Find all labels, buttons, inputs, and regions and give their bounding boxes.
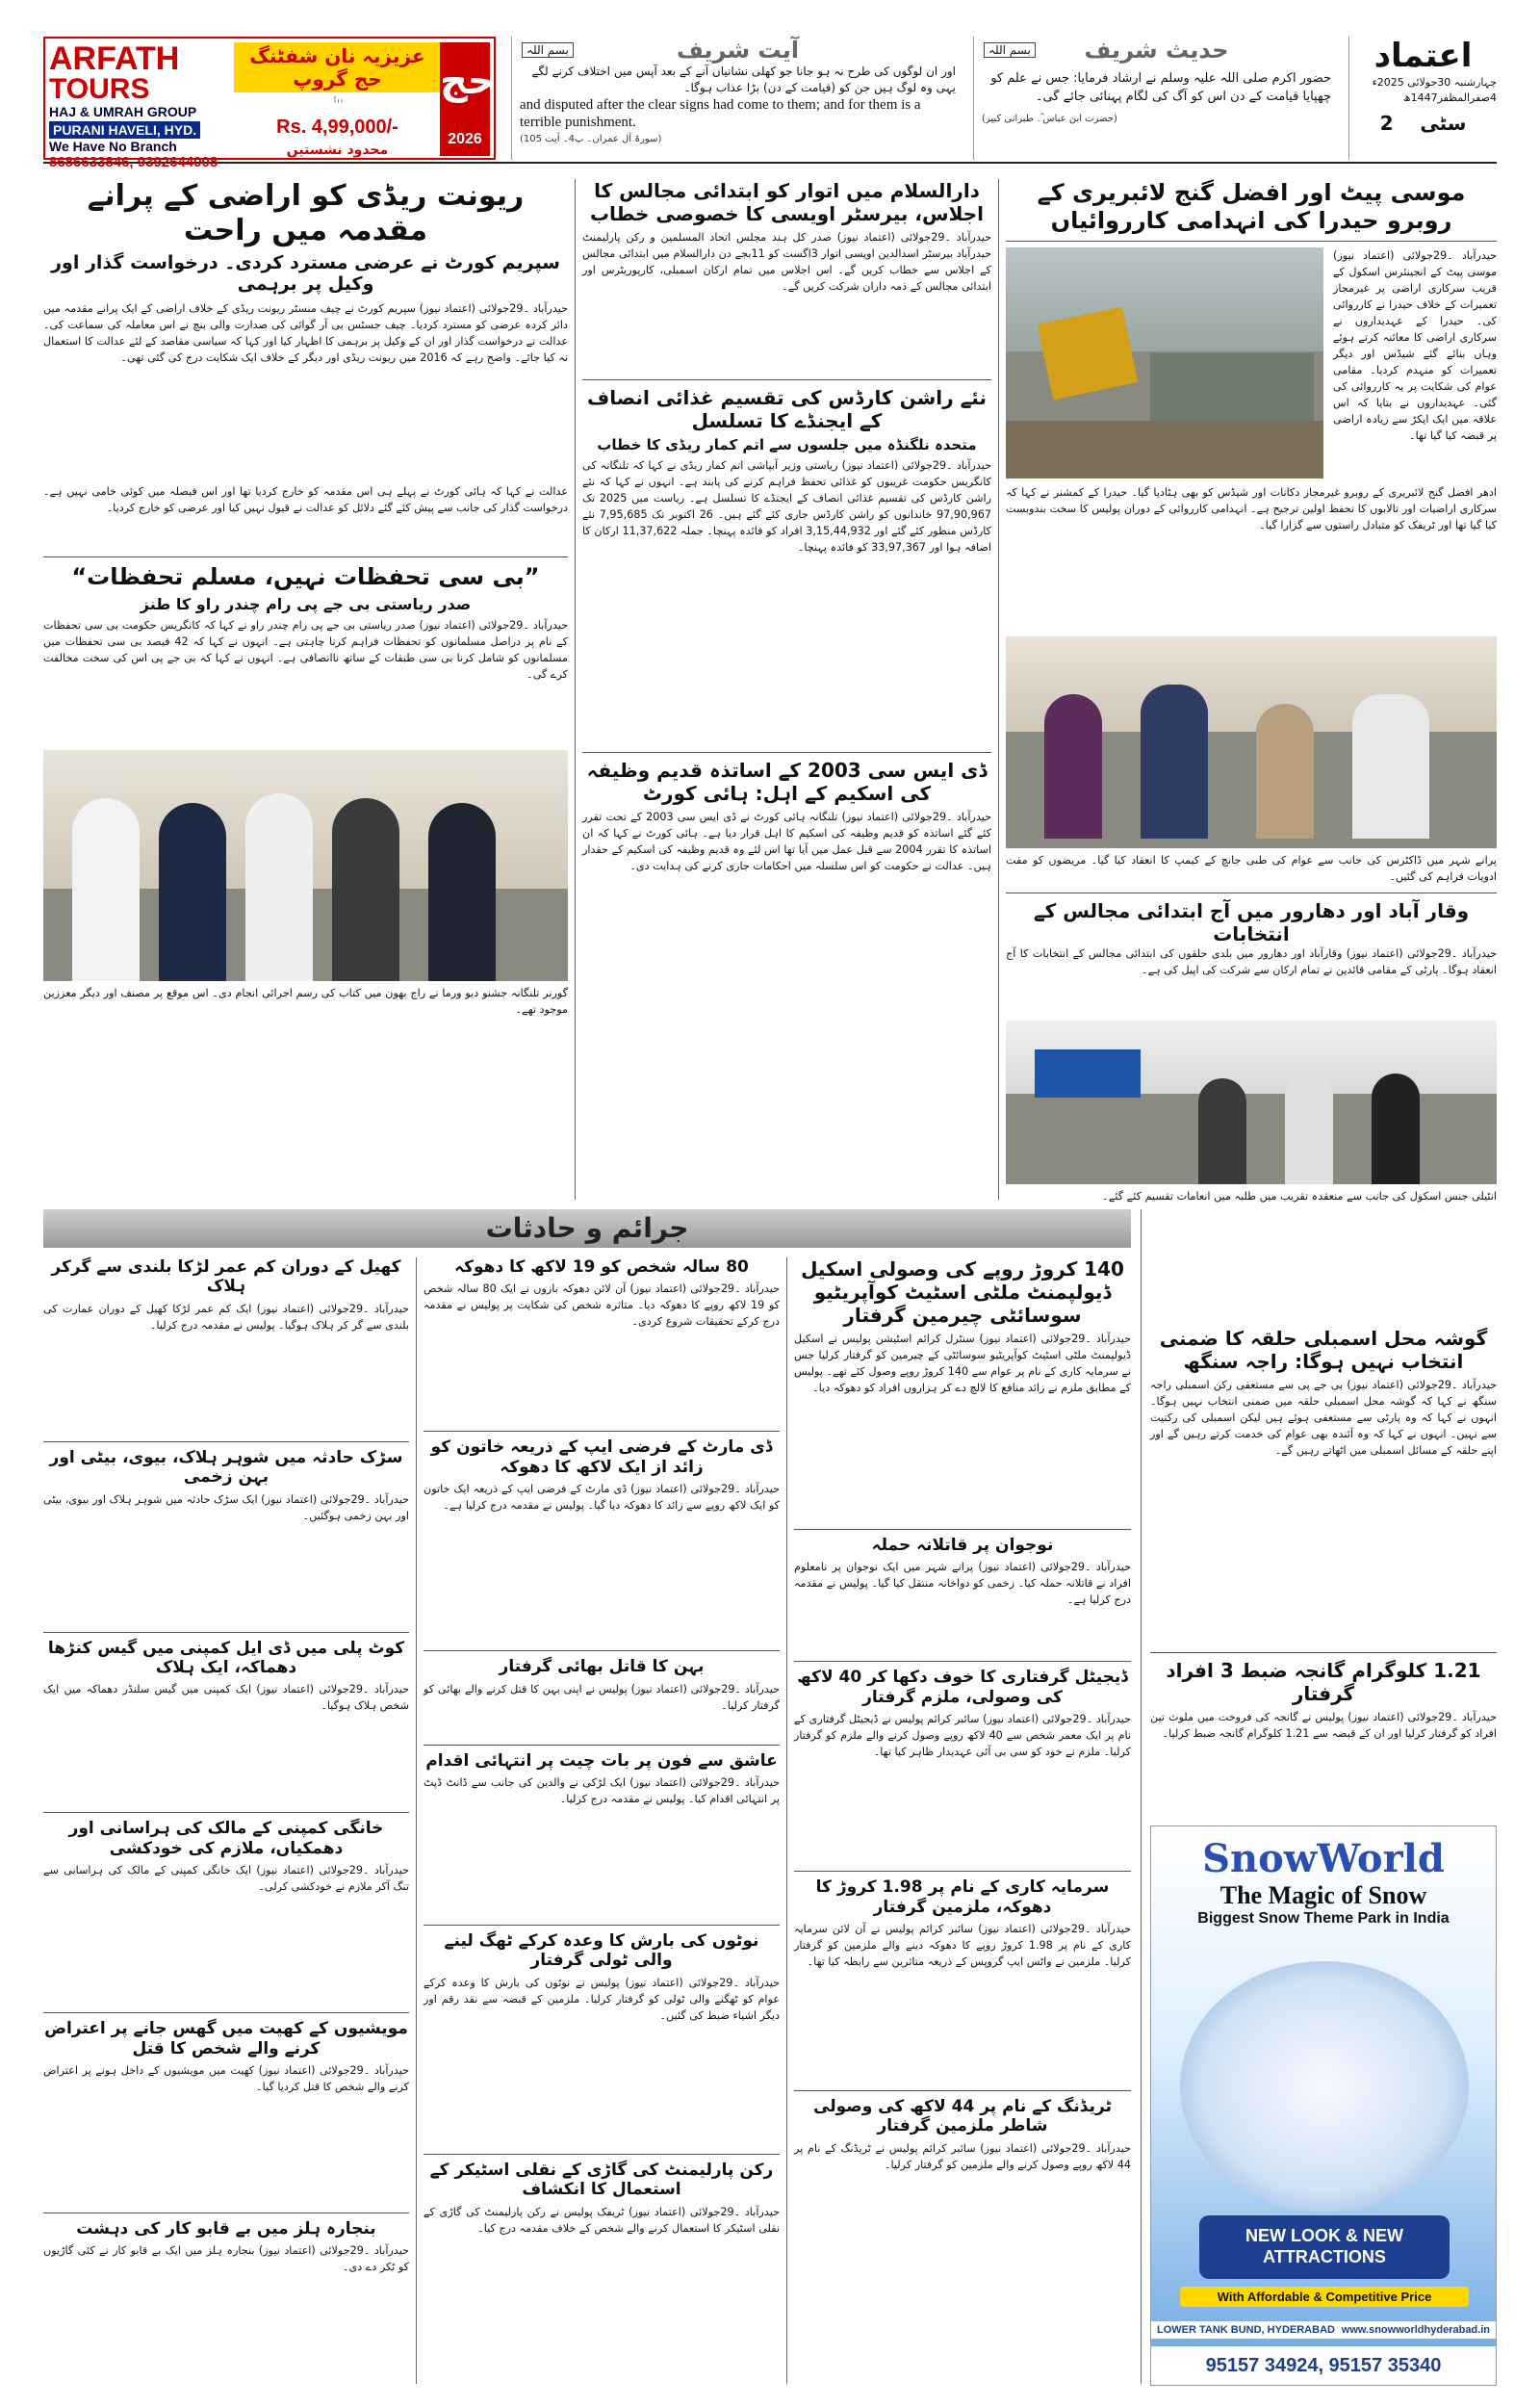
snow-world-phones: 95157 34924, 95157 35340	[1151, 2346, 1496, 2385]
hadith-text: حضور اکرم صلی اللہ علیہ وسلم نے ارشاد فرمایا: جس نے علم کو چھپایا قیامت کے دن اس کو آگ کی لگام پہنائی جائے گی۔	[990, 71, 1331, 104]
arfath-location: PURANI HAVELI, HYD.	[49, 121, 200, 139]
headline-crime-mp-sticker: رکن پارلیمنٹ کی گاڑی کے نقلی اسٹیکر کے استعمال کا انکشاف	[429, 2160, 774, 2200]
book-release-photo	[43, 750, 568, 981]
snow-world-subtitle: Biggest Snow Theme Park in India	[1197, 1910, 1450, 1927]
ration-cards-body: حیدرآباد ۔29جولائی (اعتماد نیوز) ریاستی وزیر آبپاشی اتم کمار ریڈی نے کہا کہ تلنگانہ کی کانگریس حکومت غریبوں کو غذائی تحفظ فراہم کرنے کی پابند ہے۔ انہوں نے کہا کہ نئے راشن کارڈس کی تقسیم غذائی انصاف کے ایجنڈے کا تسلسل ہے۔ ریاست میں 2025 تک 97,90,967 خاندانوں کو راشن کارڈس جاری کئے گئے ہیں۔ 26 اکتوبر تک 7,95,685 نئے کارڈس منظور کئے گئے اور 3,15,44,932 افراد کو فائدہ پہنچا۔ جملہ 11,37,622 ارکان کا اضافہ ہوا اور 33,97,367 کو فائدہ پہنچا۔	[582, 459, 991, 554]
headline-revanth-relief: ریونت ریڈی کو اراضی کے پرانے مقدمہ میں راحت	[87, 179, 525, 247]
book-release-caption: گورنر تلنگانہ جشنو دیو ورما نے راج بھون میں کتاب کی رسم اجرائی انجام دی۔ اس موقع پر مصنف اور دیگر معززین موجود تھے۔	[43, 986, 568, 1016]
headline-crime-boy-fall: کھیل کے دوران کم عمر لڑکا بلندی سے گرکر ہلاک	[51, 1257, 401, 1297]
arfath-price: Rs. 4,99,000/-	[276, 116, 398, 138]
headline-crime-investment: سرمایہ کاری کے نام پر 1.98 کروڑ کا دھوکہ، ملزمین گرفتار	[815, 1877, 1110, 1917]
arfath-tours-ad	[43, 37, 496, 170]
demolition-photo	[1006, 247, 1323, 479]
ayat-box	[511, 37, 963, 160]
crime-gas-blast-body: حیدرآباد ۔29جولائی (اعتماد نیوز) ایک کمپنی میں گیس سلنڈر دھماکہ میں ایک شخص ہلاک ہوگیا۔	[43, 1683, 410, 1713]
ganja-body: حیدرآباد ۔29جولائی (اعتماد نیوز) پولیس نے گانجہ کی فروخت میں ملوث تین افراد کو گرفتار کرلیا اور ان کے قبضہ سے 1.21 کلوگرام گانجہ ضبط کرلیا۔	[1150, 1711, 1497, 1740]
hajj-year: 2026	[448, 131, 482, 147]
paper-name: اعتماد	[1373, 37, 1473, 75]
snow-world-affordable: With Affordable & Competitive Price	[1180, 2287, 1469, 2307]
headline-crime-extreme-step: عاشق سے فون پر بات چیت پر انتہائی اقدام	[425, 1750, 778, 1771]
crime-digital-arrest-body: حیدرآباد ۔29جولائی (اعتماد نیوز) سائبر کرائم پولیس نے ڈیجیٹل گرفتاری کے نام پر ایک معمر شخص سے 40 لاکھ روپے وصول کرنے والے ملزم کو گرفتار کرلیا۔ ملزم نے خود کو سی بی آئی عہدیدار ظاہر کیا تھا۔	[794, 1713, 1131, 1759]
revanth-relief-body-1: حیدرآباد ۔29جولائی (اعتماد نیوز) سپریم کورٹ نے چیف منسٹر ریونت ریڈی کے خلاف اراضی کے ایک پرانے مقدمہ میں دائر کردہ عرضی کو مسترد کردیا۔ چیف جسٹس بی آر گوائی کی صدارت والی بنچ نے اس معاملہ کی سماعت کی۔ عدالت نے درخواست گذار اور ان کے وکیل پر برہمی کا اظہار کیا اور کہا کہ سیاسی مقاصد کے لئے عدالت کا استعمال نہ کیا جائے۔ واضح رہے کہ 2016 میں ریونت ریڈی اور دیگر کے خلاف ایک شکایت درج کی گئی تھی۔	[43, 302, 568, 364]
paper-name-box	[1348, 37, 1497, 160]
headline-crime-trading: ٹریڈنگ کے نام پر 44 لاکھ کی وصولی شاطر ملزمین گرفتار	[813, 2096, 1112, 2136]
arfath-no-branch: We Have No Branch	[49, 139, 177, 154]
headline-crime-dmart-app: ڈی مارٹ کے فرضی ایپ کے ذریعہ خاتون کو زائد از ایک لاکھ کا دھوکہ	[430, 1437, 773, 1477]
crime-column-1	[794, 1257, 1131, 2384]
date-line: چہارشنبہ 30جولائی 2025ء	[1372, 76, 1497, 89]
headline-vikarabad-elections: وقار آباد اور دھارور میں آج ابتدائی مجالس کے انتخابات	[1033, 898, 1470, 945]
mid-right-column	[582, 179, 991, 1200]
prize-ceremony-photo	[1006, 1021, 1497, 1184]
crime-column-3	[43, 1257, 409, 2384]
hydra-story-body-2: ادھر افضل گنج لائبریری کے روبرو غیرمجاز دکانات اور شیڈس کو بھی ہٹادیا گیا۔ حیدرا کے کمشنر نے کہا کہ سرکاری اراضیات اور تالابوں کا تحفظ اولین ترجیح ہے۔ انہدامی کارروائی کے دوران پولیس کا سخت بندوبست کیا گیا تھا اور ٹریفک کو متبادل راستوں سے گزارا گیا۔	[1006, 485, 1497, 531]
medical-camp-photo	[1006, 636, 1497, 848]
right-column	[1006, 179, 1497, 1203]
column-divider	[416, 1257, 417, 2384]
headline-ganja-seized: 1.21 کلوگرام گانجہ ضبط 3 افراد گرفتار	[1166, 1659, 1481, 1705]
snow-world-logo: SnowWorld	[1202, 1836, 1445, 1881]
hydra-story-body-1: حیدرآباد ۔29جولائی (اعتماد نیوز) موسی پیٹ کے انجینئرس اسکول کے قریب سرکاری اراضی پر غیرمجاز تعمیرات کے خلاف حیدرا نے کارروائی کی۔ حیدرا کے عہدیداروں نے سرکاری اراضی کا معائنہ کرتے ہوئے وہاں بنائے گئے شیڈس اور دیگر تعمیرات کو منہدم کردیا۔ مقامی عوام کی شکایت پر یہ کارروائی کی گئی۔ عہدیداروں نے بتایا کہ اس علاقہ میں ایک ایکڑ سے زیادہ اراضی پر قبضہ کیا گیا تھا۔	[1333, 248, 1497, 442]
crime-boy-fall-body: حیدرآباد ۔29جولائی (اعتماد نیوز) ایک کم عمر لڑکا کھیل کے دوران عمارت کی بلندی سے گر کر ہلاک ہوگیا۔ پولیس نے مقدمہ درج کرلیا۔	[43, 1302, 409, 1332]
hajj-badge	[440, 42, 496, 156]
crime-mp-sticker-body: حیدرآباد ۔29جولائی (اعتماد نیوز) ٹریفک پولیس نے رکن پارلیمنٹ کی گاڑی کے نقلی اسٹیکر کا استعمال کرنے والے شخص کے خلاف مقدمہ درج کیا۔	[424, 2205, 780, 2235]
left-column	[43, 179, 568, 1200]
crime-dmart-app-body: حیدرآباد ۔29جولائی (اعتماد نیوز) ڈی مارٹ کے فرضی ایپ کے ذریعہ ایک خاتون کو ایک لاکھ روپے سے زائد کا دھوکہ دیا گیا۔ پولیس نے مقدمہ درج کرلیا ہے۔	[424, 1483, 780, 1513]
darussalam-body: حیدرآباد ۔29جولائی (اعتماد نیوز) صدر کل ہند مجلس اتحاد المسلمین و رکن پارلیمنٹ حیدرآباد بیرسٹر اسدالدین اویسی اتوار 3اگست کو 11بجے دن دارالسلام میں ابتدائی مجالس کے اجلاس سے خطاب کریں گے۔ اس اجلاس میں تمام ارکان اسمبلی، کارپوریٹرس اور ابتدائی مجالس کے ذمہ داران شرکت کریں گے۔	[582, 231, 991, 293]
headline-crime-80-year: 80 سالہ شخص کو 19 لاکھ کا دھوکہ	[454, 1257, 749, 1277]
dsc-teachers-body: حیدرآباد ۔29جولائی (اعتماد نیوز) تلنگانہ ہائی کورٹ نے ڈی ایس سی 2003 کے تحت تقرر کئے گئے اساتذہ کو قدیم وظیفہ کی اسکیم کا اہل قرار دیا ہے۔ ہائی کورٹ نے کہا کہ ان اساتذہ کا تقرر 2004 سے قبل عمل میں آیا تھا اس لئے وہ قدیم وظیفہ کی اسکیم کے حقدار ہیں۔ عدالت نے حکومت کو اس سلسلہ میں احکامات جاری کرنے کی ہدایت دی۔	[582, 811, 991, 872]
bc-reservations-sub: صدر ریاستی بی جے پی رام چندر راو کا طنز	[140, 594, 472, 613]
prize-ceremony-caption: انٹیلی جنس اسکول کی جانب سے منعقدہ تقریب میں طلبہ میں انعامات تقسیم کئے گئے۔	[1102, 1189, 1497, 1203]
crime-banjara-car-body: حیدرآباد ۔29جولائی (اعتماد نیوز) بنجارہ ہلز میں ایک بے قابو کار نے کئی گاڑیوں کو ٹکر دے دی۔	[43, 2244, 409, 2274]
ayat-reference: (سورۃ آل عمران۔ پ4۔ آیت 105)	[520, 134, 662, 144]
headline-crime-cattle-murder: مویشیوں کے کھیت میں گھس جانے پر اعتراض کرنے والے شخص کا قتل	[44, 2019, 408, 2058]
column-divider	[998, 179, 999, 1200]
page-label-row	[1349, 112, 1497, 135]
snow-world-address-row	[1151, 2321, 1496, 2339]
headline-dsc-teachers: ڈی ایس سی 2003 کے اساتذہ قدیم وظیفہ کی اسکیم کے اہل: ہائی کورٹ	[586, 759, 988, 805]
headline-crime-digital-arrest: ڈیجیٹل گرفتاری کا خوف دکھا کر 40 لاکھ کی وصولی، ملزم گرفتار	[797, 1668, 1128, 1707]
ayat-english-text: and disputed after the clear signs had come to them; and for them is a terrible punishment.	[520, 97, 921, 130]
snow-world-website: www.snowworldhyderabad.in	[1341, 2324, 1490, 2336]
crime-cattle-murder-body: حیدرآباد ۔29جولائی (اعتماد نیوز) کھیت میں مویشیوں کے داخل ہونے پر اعتراض کرنے والے شخص کا قتل کردیا گیا۔	[43, 2063, 409, 2093]
snow-scene-image	[1180, 1961, 1469, 2212]
hadith-reference: (حضرت ابن عباس ؓ۔ طبرانی کبیر)	[982, 114, 1117, 124]
hadith-box	[973, 37, 1339, 160]
crime-column-2	[424, 1257, 780, 2384]
crime-section-band: جرائم و حادثات	[43, 1209, 1131, 1248]
crime-employee-suicide-body: حیدرآباد ۔29جولائی (اعتماد نیوز) ایک خانگی کمپنی کے مالک کی ہراسانی سے تنگ آکر ملازم نے خودکشی کرلی۔	[43, 1864, 409, 1894]
arfath-phones: 8686633846, 9392644008	[49, 154, 218, 170]
bc-reservations-body: حیدرآباد ۔29جولائی (اعتماد نیوز) صدر ریاستی بی جے پی رام چندر راو نے کہا کہ کانگریس حکومت بی سی تحفظات کے نام پر دراصل مسلمانوں کو تحفظات فراہم کرنا چاہتی ہے۔ انہوں نے کہا کہ 42 فیصد بی سی تحفظات میں مسلمانوں کو شامل کرنا بی سی طبقات کے ساتھ ناانصافی ہے۔ انہوں نے کہا کہ بی جے پی اس کی سخت مخالفت کرے گی۔	[43, 618, 568, 681]
raja-singh-body: حیدرآباد ۔29جولائی (اعتماد نیوز) بی جے پی سے مستعفی رکن اسمبلی راجہ سنگھ نے کہا کہ گوشہ محل اسمبلی حلقہ میں ضمنی انتخاب نہیں ہوگا۔ انہوں نے کہا کہ وہ پارٹی سے مستعفی ہوئے ہیں لیکن اسمبلی کی رکنیت سے نہیں۔ انہوں نے کہا کہ وہ آئندہ بھی عوام کی خدمت کرتے رہیں گے اور اپنے حلقہ کے مسائل اسمبلی میں اٹھاتے رہیں گے۔	[1150, 1379, 1497, 1457]
ayat-title: آیت شریف	[676, 37, 800, 64]
vikarabad-body: حیدرآباد ۔29جولائی (اعتماد نیوز) وقارآباد اور دھارور میں بلدی حلقوں کی ابتدائی مجالس کے انتخابات کا آج انعقاد ہوگا۔ پارٹی کے مقامی قائدین نے تمام ارکان سے شرکت کی اپیل کی ہے۔	[1006, 946, 1497, 976]
masthead	[43, 37, 1497, 170]
headline-hydra-demolition: موسی پیٹ اور افضل گنج لائبریری کے روبرو حیدرا کی انہدامی کارروائیاں	[1037, 179, 1466, 234]
right-column-lower	[1150, 1327, 1497, 1818]
crime-investment-body: حیدرآباد ۔29جولائی (اعتماد نیوز) سائبر کرائم پولیس نے آن لائن سرمایہ کاری کے نام پر 1.98 کروڑ روپے کا دھوکہ دینے والے ملزمین کو گرفتار کرلیا۔ ملزمین نے واٹس ایپ گروپس کے ذریعہ متاثرین سے رابطہ کیا تھا۔	[794, 1922, 1131, 1968]
hajj-word: حج	[440, 59, 496, 103]
medical-camp-caption: پرانے شہر میں ڈاکٹرس کی جانب سے عوام کی طبی جانچ کے کیمپ کا انعقاد کیا گیا۔ مریضوں کو مفت ادویات فراہم کی گئیں۔	[1006, 853, 1497, 883]
hadith-title: حدیث شریف	[1084, 37, 1229, 64]
revanth-relief-sub: سپریم کورٹ نے عرضی مسترد کردی۔ درخواست گذار اور وکیل پر برہمی	[51, 252, 560, 295]
column-divider	[786, 1257, 787, 2384]
newspaper-page	[43, 37, 1497, 2386]
snow-world-tagline: The Magic of Snow	[1219, 1881, 1427, 1909]
headline-crime-road-accident: سڑک حادثہ میں شوہر ہلاک، بیوی، بیٹی اور بہن زخمی	[49, 1447, 403, 1488]
ayat-urdu-text: اور ان لوگوں کی طرح نہ ہو جانا جو کھلی نشانیاں آنے کے بعد آپس میں اختلاف کرنے لگے یہی وہ لوگ ہیں جن کو (قیامت کے دن) بڑا عذاب ہوگا۔	[531, 65, 956, 94]
crime-attack-body: حیدرآباد ۔29جولائی (اعتماد نیوز) پرانے شہر میں ایک نوجوان پر نامعلوم افراد نے قاتلانہ حملہ کیا۔ زخمی کو دواخانہ منتقل کیا گیا۔ پولیس نے مقدمہ درج کرلیا ہے۔	[794, 1561, 1131, 1607]
ration-cards-sub: متحدہ نلگنڈہ میں جلسوں سے اتم کمار ریڈی کا خطاب	[597, 436, 977, 453]
headline-crime-employee-suicide: خانگی کمپنی کے مالک کی ہراسانی اور دھمکیاں، ملازم کی خودکشی	[68, 1819, 384, 1858]
revanth-relief-body-2: عدالت نے کہا کہ ہائی کورٹ نے پہلے ہی اس مقدمہ کو خارج کردیا تھا اور اس فیصلہ میں کوئی خامی نہیں ہے۔ درخواست گذار کی جانب سے پیش کئے گئے دلائل کو عدالت نے قبول نہیں کیا اور عرضی کو خارج کردیا۔	[43, 485, 568, 514]
headline-crime-sister-killer: بہن کا قاتل بھائی گرفتار	[499, 1657, 705, 1677]
crime-road-accident-body: حیدرآباد ۔29جولائی (اعتماد نیوز) ایک سڑک حادثہ میں شوہر ہلاک اور بیوی، بیٹی اور بہن زخمی ہوگئیں۔	[43, 1492, 409, 1522]
arfath-brand-tours: TOURS	[49, 73, 150, 105]
crime-sister-killer-body: حیدرآباد ۔29جولائی (اعتماد نیوز) پولیس نے اپنی بہن کا قتل کرنے والے بھائی کو گرفتار کرلیا۔	[424, 1682, 780, 1712]
snow-world-sign: NEW LOOK & NEW ATTRACTIONS	[1199, 2215, 1450, 2279]
snow-world-address: LOWER TANK BUND, HYDERABAD	[1157, 2324, 1335, 2336]
headline-ration-cards: نئے راشن کارڈس کی تقسیم غذائی انصاف کے ایجنڈے کا تسلسل	[587, 386, 987, 432]
headline-crime-attack: نوجوان پر قاتلانہ حملہ	[871, 1536, 1054, 1555]
headline-crime-money-rain: نوٹوں کی بارش کا وعدہ کرکے ٹھگ لینے والی ٹولی گرفتار	[444, 1930, 759, 1971]
arfath-offer: عزیزیہ نان شفٹنگ حج گروپ ٰ ٰ ٰ ٰ Rs. 4,99,000/- محدود نشستیں	[234, 42, 441, 156]
arfath-brand: ARFATH	[49, 40, 180, 77]
page-number: 2	[1379, 112, 1394, 135]
page-label: سٹی	[1420, 112, 1467, 135]
ayat-bismillah: بسم اللہ	[522, 42, 574, 58]
arfath-logo	[49, 40, 232, 170]
arfath-subtitle: HAJ & UMRAH GROUP	[49, 104, 197, 119]
crime-140-crore-body: حیدرآباد ۔29جولائی (اعتماد نیوز) سنٹرل کرائم اسٹیشن پولیس نے اسکیل ڈیولپمنٹ ملٹی اسٹیٹ کوآپریٹیو سوسائٹی کے چیرمین کو گرفتار کرلیا جس نے سرمایہ کاری کے نام پر عوام سے 140 کروڑ روپے وصول کئے تھے۔ پولیس کے مطابق ملزم نے زائد منافع کا لالچ دے کر ہزاروں افراد کو دھوکہ دیا۔	[794, 1333, 1132, 1394]
hijri-line: 4صفرالمظفر1447ھ	[1402, 91, 1497, 104]
column-divider	[575, 179, 576, 1200]
crime-money-rain-body: حیدرآباد ۔29جولائی (اعتماد نیوز) پولیس نے نوٹوں کی بارش کا وعدہ کرکے عوام کو ٹھگنے والی ٹولی کو گرفتار کرلیا۔ ملزمین کے قبضہ سے نقد رقم اور دیگر اشیاء ضبط کی گئیں۔	[424, 1976, 780, 2022]
hadith-bismillah: بسم اللہ	[984, 42, 1036, 58]
headline-crime-140-crore: 140 کروڑ روپے کی وصولی اسکیل ڈیولپمنٹ ملٹی اسٹیٹ کوآپریٹیو سوسائٹی چیرمین گرفتار	[801, 1257, 1124, 1327]
headline-bc-reservations: ”بی سی تحفظات نہیں، مسلم تحفظات“	[71, 563, 540, 590]
snow-world-ad	[1150, 1825, 1497, 2386]
headline-darussalam-meeting: دارالسلام میں اتوار کو ابتدائی مجالس کا اجلاس، بیرسٹر اویسی کا خصوصی خطاب	[589, 179, 985, 225]
headline-raja-singh: گوشہ محل اسمبلی حلقہ کا ضمنی انتخاب نہیں ہوگا: راجہ سنگھ	[1159, 1327, 1488, 1373]
headline-crime-gas-blast: کوٹ پلی میں ڈی ایل کمپنی میں گیس کنڑھا دھماکہ، ایک ہلاک	[47, 1638, 405, 1677]
column-divider	[1141, 1209, 1142, 2384]
crime-extreme-step-body: حیدرآباد ۔29جولائی (اعتماد نیوز) ایک لڑکی نے والدین کی جانب سے ڈانٹ ڈپٹ پر انتہائی اقدام کیا۔ پولیس نے مقدمہ درج کرلیا۔	[424, 1775, 780, 1805]
arfath-urdu-note: محدود نشستیں	[286, 142, 389, 158]
crime-80-year-body: حیدرآباد ۔29جولائی (اعتماد نیوز) آن لائن دھوکہ بازوں نے ایک 80 سالہ شخص کو 19 لاکھ روپے کا دھوکہ دیا۔ متاثرہ شخص کی شکایت پر پولیس نے مقدمہ درج کرکے تحقیقات شروع کردی۔	[424, 1282, 781, 1329]
arfath-urdu-title: عزیزیہ نان شفٹنگ حج گروپ	[234, 42, 441, 92]
crime-trading-body: حیدرآباد ۔29جولائی (اعتماد نیوز) سائبر کرائم پولیس نے ٹریڈنگ کے نام پر 44 لاکھ روپے وصول کرنے والے ملزمین کو گرفتار کرلیا۔	[794, 2141, 1131, 2171]
headline-crime-banjara-car: بنجارہ ہلز میں بے قابو کار کی دہشت	[76, 2218, 376, 2239]
